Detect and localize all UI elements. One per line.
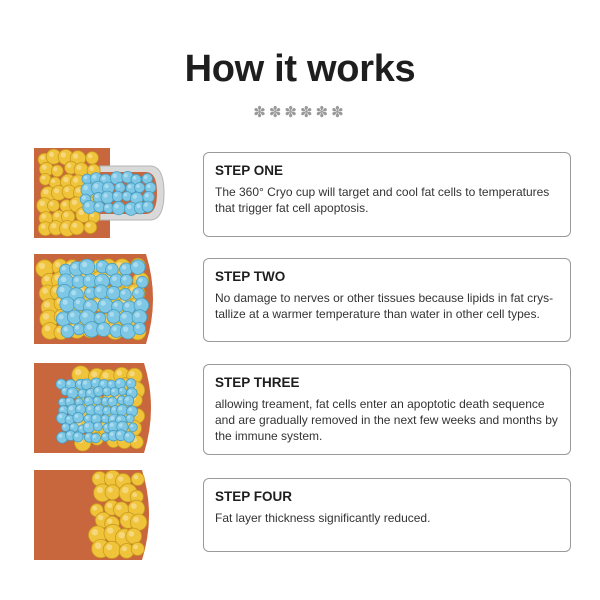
fat-cell-highlight <box>119 532 125 538</box>
apoptotic-cell-highlight <box>128 390 132 394</box>
step-three-title: STEP THREE <box>215 375 300 390</box>
fat-cell-highlight <box>77 165 82 170</box>
fat-cell-highlight <box>43 189 48 194</box>
apoptotic-cell-highlight <box>88 407 92 411</box>
fat-cell-highlight <box>107 503 112 508</box>
fat-cell-highlight <box>43 313 49 319</box>
fat-cell-highlight <box>132 493 137 498</box>
crystallized-cell-highlight <box>135 290 139 294</box>
fat-cell-highlight <box>64 212 69 217</box>
fat-cell-highlight <box>42 288 48 294</box>
apoptotic-cell-highlight <box>112 407 115 410</box>
fat-cell-highlight <box>107 519 112 524</box>
fat-cell-highlight <box>40 156 44 160</box>
fat-cell-highlight <box>51 223 56 228</box>
apoptotic-cell <box>94 386 104 396</box>
cooled-cell-highlight <box>102 176 106 180</box>
crystallized-cell <box>60 297 75 312</box>
fat-cell-highlight <box>73 178 78 183</box>
apoptotic-cell-highlight <box>93 416 97 420</box>
fat-cell-highlight <box>42 165 47 170</box>
fat-cell-highlight <box>67 164 71 168</box>
cooled-cell-highlight <box>105 205 109 209</box>
apoptotic-cell-highlight <box>69 406 73 410</box>
fat-cell-highlight <box>39 201 45 207</box>
cooled-cell-highlight <box>112 174 117 179</box>
apoptotic-cell-highlight <box>76 400 79 403</box>
cooled-cell-highlight <box>128 185 132 189</box>
fat-cell <box>131 542 144 555</box>
crystallized-cell-highlight <box>99 325 104 330</box>
apoptotic-cell-highlight <box>67 432 71 436</box>
apoptotic-cell <box>117 405 128 416</box>
apoptotic-cell-highlight <box>67 417 70 420</box>
fat-cell-highlight <box>117 370 123 376</box>
apoptotic-cell-highlight <box>130 424 133 427</box>
fat-cell-highlight <box>62 223 68 229</box>
fat-cell-highlight <box>97 487 103 493</box>
cooled-cell <box>94 202 105 213</box>
fat-cell-highlight <box>106 544 112 550</box>
cooled-cell-highlight <box>104 184 108 188</box>
apoptotic-cell <box>93 422 102 431</box>
crystallized-cell <box>79 259 95 275</box>
fat-cell <box>84 221 97 234</box>
crystallized-cell-highlight <box>108 266 112 270</box>
fat-cell-highlight <box>63 177 68 182</box>
fat-cell-highlight <box>45 326 51 332</box>
apoptotic-cell-highlight <box>77 381 81 385</box>
fat-cell-highlight <box>86 223 90 227</box>
apoptotic-cell <box>83 422 94 433</box>
crystallized-cell-highlight <box>136 325 140 329</box>
fat-cell-highlight <box>92 529 98 535</box>
fat-cell-highlight <box>118 476 123 481</box>
apoptotic-cell-highlight <box>117 380 121 384</box>
apoptotic-cell <box>110 387 119 396</box>
fat-cell-highlight <box>93 506 98 511</box>
crystallized-cell-highlight <box>125 303 130 308</box>
cooled-cell <box>112 202 125 215</box>
crystallized-cell-highlight <box>109 289 114 294</box>
apoptotic-cell-highlight <box>75 414 79 418</box>
fat-cell-highlight <box>41 224 46 229</box>
apoptotic-cell-highlight <box>95 388 99 392</box>
crystallized-cell-highlight <box>121 291 125 295</box>
cooled-cell-highlight <box>144 175 148 179</box>
apoptotic-cell-highlight <box>85 424 89 428</box>
apoptotic-cell-highlight <box>87 390 91 394</box>
apoptotic-cell-highlight <box>109 382 112 385</box>
crystallized-cell-highlight <box>63 327 68 332</box>
crystallized-cell <box>94 285 108 299</box>
step-three-illustration <box>34 363 166 453</box>
cooled-cell-highlight <box>117 184 121 188</box>
crystallized-cell-highlight <box>114 303 118 307</box>
apoptotic-cell-highlight <box>59 434 63 438</box>
fat-cell-highlight <box>133 517 139 523</box>
fat-cell-highlight <box>53 167 57 171</box>
apoptotic-cell-highlight <box>63 425 66 428</box>
fat-cell-highlight <box>122 487 128 493</box>
crystallized-cell-highlight <box>86 302 91 307</box>
apoptotic-cell <box>101 415 109 423</box>
crystallized-cell-highlight <box>96 287 101 292</box>
fat-cell <box>126 528 142 544</box>
cooled-cell-highlight <box>83 185 88 190</box>
cooled-cell <box>135 183 145 193</box>
crystallized-cell-highlight <box>122 314 127 319</box>
apoptotic-cell-highlight <box>119 397 122 400</box>
apoptotic-cell <box>61 423 69 431</box>
apoptotic-cell-highlight <box>109 399 112 402</box>
fat-cell-highlight <box>44 302 50 308</box>
cooled-cell-highlight <box>82 196 86 200</box>
fat-cell-highlight <box>55 213 60 218</box>
apoptotic-cell-highlight <box>58 414 62 418</box>
apoptotic-cell-highlight <box>103 416 106 419</box>
crystallized-cell-highlight <box>112 276 117 281</box>
crystallized-cell-highlight <box>59 314 64 319</box>
cooled-cell <box>142 201 153 212</box>
step-one-title: STEP ONE <box>215 163 284 178</box>
crystallized-cell <box>137 276 149 288</box>
step-one-card <box>203 152 571 237</box>
crystallized-cell-highlight <box>135 312 140 317</box>
fat-cell <box>103 541 120 558</box>
apoptotic-cell-highlight <box>110 416 114 420</box>
apoptotic-cell-highlight <box>67 381 71 385</box>
cooled-cell-highlight <box>136 204 140 208</box>
apoptotic-cell-highlight <box>93 435 96 438</box>
fat-cell-highlight <box>122 546 127 551</box>
cooled-cell-highlight <box>92 175 96 179</box>
cooled-cell-highlight <box>124 174 128 178</box>
apoptotic-cell-highlight <box>83 381 87 385</box>
crystallized-cell <box>120 324 135 339</box>
cooled-cell-highlight <box>136 184 140 188</box>
apoptotic-cell-highlight <box>101 381 105 385</box>
fat-cell-highlight <box>76 188 81 193</box>
apoptotic-cell-highlight <box>126 433 130 437</box>
fat-cell-highlight <box>123 515 129 521</box>
crystallized-cell-highlight <box>74 277 79 282</box>
crystallized-cell-highlight <box>61 277 66 282</box>
cooled-cell-highlight <box>114 193 118 197</box>
fat-cell <box>51 165 63 177</box>
apoptotic-cell <box>73 412 84 423</box>
cooled-cell <box>112 191 123 202</box>
apoptotic-cell <box>73 432 83 442</box>
step-one-illustration <box>34 148 166 238</box>
fat-cell-highlight <box>61 152 66 157</box>
apoptotic-cell-highlight <box>117 432 121 436</box>
apoptotic-cell-highlight <box>110 423 114 427</box>
apoptotic-cell <box>126 414 134 422</box>
crystallized-cell <box>107 310 121 324</box>
crystallized-cell-highlight <box>96 314 100 318</box>
cooled-cell-highlight <box>84 176 88 180</box>
crystallized-cell <box>133 288 145 300</box>
apoptotic-cell-highlight <box>60 399 63 402</box>
fat-cell <box>86 152 99 165</box>
crystallized-cell-highlight <box>72 264 77 269</box>
cooled-cell-highlight <box>94 184 99 189</box>
cooled-cell-highlight <box>85 203 90 208</box>
cooled-cell-highlight <box>114 204 119 209</box>
apoptotic-cell-highlight <box>86 416 89 419</box>
cooled-cell <box>101 191 114 204</box>
fat-cell-highlight <box>107 473 113 479</box>
fat-cell-highlight <box>62 202 67 207</box>
step-three-card <box>203 364 571 455</box>
fat-cell-highlight <box>54 188 59 193</box>
crystallized-cell <box>131 260 146 275</box>
crystallized-cell <box>119 288 131 300</box>
cooled-cell-highlight <box>145 193 149 197</box>
apoptotic-cell <box>93 397 101 405</box>
apoptotic-cell-highlight <box>63 388 66 391</box>
apoptotic-cell-highlight <box>128 408 132 412</box>
apoptotic-cell-highlight <box>58 381 62 385</box>
fat-cell-highlight <box>72 200 77 205</box>
crystallized-cell-highlight <box>109 312 114 317</box>
crystallized-cell-highlight <box>122 265 126 269</box>
cooled-cell-highlight <box>147 184 151 188</box>
step-four-card <box>203 478 571 552</box>
step-one-description: The 360° Cryo cup will target and cool fat cells to temperatures that trigger fat cell apoptosis. <box>215 185 550 215</box>
cooled-cell-highlight <box>127 205 132 210</box>
fat-cell-highlight <box>44 276 49 281</box>
fat-cell <box>131 473 144 486</box>
apoptotic-cell <box>91 433 101 443</box>
crystallized-cell-highlight <box>123 276 127 280</box>
crystallized-cell <box>97 322 111 336</box>
apoptotic-cell-highlight <box>77 406 81 410</box>
fat-cell-highlight <box>98 515 103 520</box>
crystallized-cell-highlight <box>63 300 68 305</box>
apoptotic-cell-highlight <box>112 389 115 392</box>
fat-cell-highlight <box>103 372 109 378</box>
cooled-cell-highlight <box>96 204 100 208</box>
apoptotic-cell-highlight <box>119 407 123 411</box>
apoptotic-cell <box>118 387 126 395</box>
fat-cell-highlight <box>116 505 121 510</box>
crystallized-cell-highlight <box>82 262 87 267</box>
step-four-title: STEP FOUR <box>215 489 293 504</box>
cooled-cell <box>122 191 132 201</box>
cooled-cell-highlight <box>144 203 148 207</box>
crystallized-cell-highlight <box>98 263 102 267</box>
step-two-title: STEP TWO <box>215 269 286 284</box>
apoptotic-cell-highlight <box>104 408 107 411</box>
fat-cell-highlight <box>49 152 54 157</box>
fat-cell-highlight <box>129 531 135 537</box>
apoptotic-cell-highlight <box>117 417 121 421</box>
apoptotic-cell-highlight <box>69 390 73 394</box>
fat-cell-highlight <box>91 371 97 377</box>
apoptotic-cell-highlight <box>104 389 107 392</box>
apoptotic-cell <box>129 423 138 432</box>
fat-cell-highlight <box>95 474 100 479</box>
fat-cell-highlight <box>51 179 55 183</box>
fat-cell-highlight <box>72 223 77 228</box>
crystallized-cell-highlight <box>86 277 91 282</box>
step-two-description: No damage to nerves or other tissues because lipids in fat crys- tallize at a warmer temperature than water in other cell types. <box>215 291 554 321</box>
crystallized-cell <box>61 325 74 338</box>
apoptotic-cell-highlight <box>103 399 106 402</box>
apoptotic-cell-highlight <box>95 424 98 427</box>
crystallized-cell-highlight <box>123 327 128 332</box>
crystallized-cell-highlight <box>75 326 79 330</box>
fat-cell-highlight <box>41 214 46 219</box>
apoptotic-cell-highlight <box>120 389 123 392</box>
apoptotic-cell-highlight <box>60 407 63 410</box>
crystallized-cell-highlight <box>70 313 75 318</box>
crystallized-cell <box>107 286 120 299</box>
apoptotic-cell-highlight <box>95 398 98 401</box>
crystallized-cell <box>120 263 133 276</box>
crystallized-cell-highlight <box>82 312 87 317</box>
apoptotic-cell <box>124 432 135 443</box>
crystallized-cell-highlight <box>59 287 64 292</box>
crystallized-cell <box>121 274 133 286</box>
apoptotic-cell-highlight <box>86 398 89 401</box>
step-two-card <box>203 258 571 342</box>
fat-cell-highlight <box>42 176 46 180</box>
fat-cell-highlight <box>88 154 92 158</box>
crystallized-cell-highlight <box>71 290 76 295</box>
crystallized-cell-highlight <box>87 289 91 293</box>
crystallized-cell-highlight <box>112 327 117 332</box>
crystallized-cell-highlight <box>76 300 81 305</box>
crystallized-cell <box>73 324 84 335</box>
apoptotic-cell-highlight <box>93 380 97 384</box>
fat-cell-highlight <box>75 369 81 375</box>
fat-cell-highlight <box>133 545 138 550</box>
step-four-illustration <box>34 470 166 560</box>
apoptotic-cell-highlight <box>128 380 131 383</box>
apoptotic-cell-highlight <box>71 425 74 428</box>
crystallized-cell <box>133 322 145 334</box>
apoptotic-cell-highlight <box>75 434 79 438</box>
step-two-illustration <box>34 254 166 344</box>
cooled-cell-highlight <box>124 193 127 196</box>
fat-cell-highlight <box>134 475 139 480</box>
cooled-cell-highlight <box>133 176 137 180</box>
fat-cell-highlight <box>64 187 69 192</box>
fat-cell-highlight <box>73 153 78 158</box>
fat-cell-highlight <box>55 262 60 267</box>
cooled-cell-highlight <box>103 193 107 197</box>
fat-cell <box>70 220 84 234</box>
apoptotic-cell-highlight <box>86 434 89 437</box>
snowflake-divider-icon: ✽✽✽✽✽✽ <box>253 103 347 121</box>
fat-cell-highlight <box>89 166 94 171</box>
fat-cell-highlight <box>39 263 45 269</box>
crystallized-cell-highlight <box>62 266 66 270</box>
step-four-description: Fat layer thickness significantly reduced. <box>215 511 431 525</box>
apoptotic-cell <box>123 395 133 405</box>
apoptotic-cell-highlight <box>103 434 106 437</box>
apoptotic-cell-highlight <box>105 425 108 428</box>
crystallized-cell-highlight <box>87 324 92 329</box>
apoptotic-cell-highlight <box>96 407 100 411</box>
apoptotic-cell-highlight <box>119 423 123 427</box>
apoptotic-cell-highlight <box>80 391 83 394</box>
apoptotic-cell-highlight <box>125 397 129 401</box>
fat-cell-highlight <box>131 503 137 509</box>
step-three-description: allowing treament, fat cells enter an apoptotic death sequence and are gradually removed in the next few weeks and months by the immune system. <box>215 397 558 443</box>
apoptotic-cell <box>126 379 136 389</box>
fat-cell-highlight <box>107 528 113 534</box>
apoptotic-cell-highlight <box>79 426 82 429</box>
cooled-cell-highlight <box>95 194 99 198</box>
fat-cell-highlight <box>129 371 134 376</box>
fat-cell-highlight <box>79 210 84 215</box>
fat-cell-highlight <box>108 487 113 492</box>
crystallized-cell-highlight <box>101 301 106 306</box>
crystallized-cell-highlight <box>137 301 142 306</box>
apoptotic-cell-highlight <box>67 399 70 402</box>
fat-cell <box>105 485 120 500</box>
page-title: How it works <box>184 48 416 90</box>
crystallized-cell-highlight <box>139 278 143 282</box>
apoptotic-cell-highlight <box>127 416 130 419</box>
fat-cell <box>47 200 59 212</box>
crystallized-cell-highlight <box>97 277 102 282</box>
fat-cell-highlight <box>50 202 54 206</box>
apoptotic-cell-highlight <box>110 432 114 436</box>
crystallized-cell <box>119 311 133 325</box>
crystallized-cell-highlight <box>133 262 138 267</box>
fat-cell-highlight <box>95 543 101 549</box>
cooled-cell-highlight <box>133 194 137 198</box>
